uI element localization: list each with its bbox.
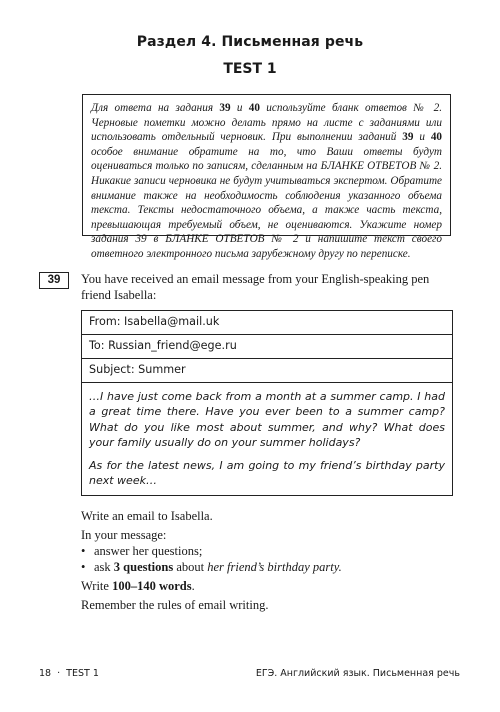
test-title: TEST 1 [223, 61, 277, 77]
page-footer-left: 18 · TEST 1 [39, 668, 99, 679]
email-body-paragraph: As for the latest news, I am going to my friend’s birthday party next week… [89, 458, 445, 488]
instruction-box [82, 94, 451, 260]
instruction-text: Для ответа на задания 39 и 40 используйте бланк ответов № 2. Черновые пометки можно делать прямо на листе с заданиями или использовать отдельный черновик. При выполнении заданий 39 и 40 особое внимание обратите на то, что Ваши ответы будут оцениваться только по записям, сделанным на БЛАНКЕ ОТВЕТОВ № 2. Никакие записи черновика не будут учитываться экспертом. Обратите внимание также на необходимость соблюдения указанного объема текста. Тексты недостаточного объема, а также часть текста, превышающая требуемый объем, не оцениваются. Укажите номер задания 39 в БЛАНКЕ ОТВЕТОВ № 2 и напишите текст своего ответного электронного письма зарубежному другу по переписке. [91, 102, 443, 260]
requirement-item: • answer her questions; [81, 544, 203, 558]
email-message [81, 310, 453, 496]
section-title: Раздел 4. Письменная речь [136, 34, 364, 50]
email-to: To: Russian_friend@ege.ru [82, 335, 452, 359]
email-body [82, 383, 452, 495]
page-footer-right: ЕГЭ. Английский язык. Письменная речь [255, 668, 460, 679]
email-subject: Subject: Summer [82, 359, 452, 383]
email-body-paragraph: …I have just come back from a month at a summer camp. I had a great time there. Have you ever been to a summer camp? What do you like most about summer, and why? What does your family usually do on your summer holidays? [89, 390, 445, 450]
word-count-instruction: Write 100–140 words. [81, 579, 195, 593]
message-requirements-heading: In your message: [81, 528, 167, 542]
task-number-box: 39 [39, 272, 69, 289]
remember-instruction: Remember the rules of email writing. [81, 598, 269, 612]
task-requirements [81, 508, 461, 613]
requirement-item: • ask 3 questions about her friend’s birthday party. [81, 560, 342, 574]
bullet-icon: • [81, 544, 86, 558]
email-from: From: Isabella@mail.uk [82, 311, 452, 335]
write-instruction: Write an email to Isabella. [81, 509, 213, 523]
task-intro: You have received an email message from your English-speaking pen friend Isabella: [81, 272, 430, 302]
bullet-icon: • [81, 560, 86, 574]
